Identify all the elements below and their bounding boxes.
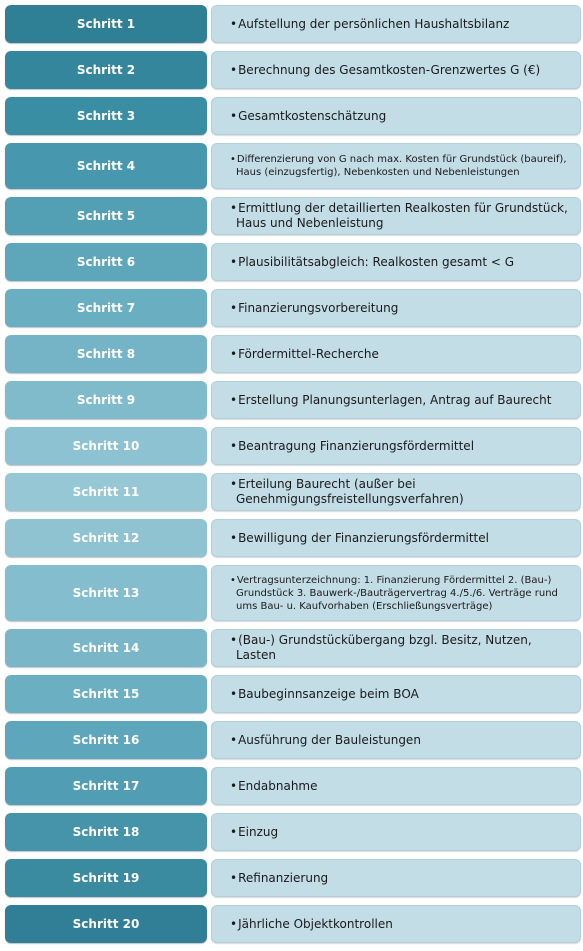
- step-description: [211, 767, 581, 805]
- step-description: [211, 629, 581, 667]
- step-description-text: • Finanzierungsvorbereitung: [236, 301, 398, 316]
- step-description-text: • Aufstellung der persönlichen Haushaltsbilanz: [236, 17, 509, 32]
- step-description-text: • Ausführung der Bauleistungen: [236, 733, 421, 748]
- step-label: Schritt 2: [5, 51, 207, 89]
- step-description: [211, 675, 581, 713]
- step-label: Schritt 18: [5, 813, 207, 851]
- step-row: [5, 813, 581, 851]
- step-label: Schritt 1: [5, 5, 207, 43]
- step-description: [211, 427, 581, 465]
- step-label: Schritt 14: [5, 629, 207, 667]
- step-row: [5, 519, 581, 557]
- step-row: [5, 143, 581, 189]
- step-description: [211, 335, 581, 373]
- step-description-text: • Einzug: [236, 825, 278, 840]
- step-description-text: • Vertragsunterzeichnung: 1. Finanzierung Fördermittel 2. (Bau-) Grundstück 3. Bauwerk-/Bauträgervertrag 4./5./6. Verträge rund ums Bau- u. Kaufvorhaben (Erschließungsverträge): [236, 574, 572, 613]
- step-description-text: • Beantragung Finanzierungsfördermittel: [236, 439, 474, 454]
- step-description: [211, 5, 581, 43]
- step-description: [211, 381, 581, 419]
- step-description: [211, 565, 581, 621]
- step-row: [5, 97, 581, 135]
- step-description-text: • Endabnahme: [236, 779, 318, 794]
- step-row: [5, 767, 581, 805]
- step-description: [211, 813, 581, 851]
- step-row: [5, 859, 581, 897]
- step-row: [5, 473, 581, 511]
- process-step-list: [5, 5, 581, 951]
- step-description: [211, 143, 581, 189]
- step-description-text: • Fördermittel-Recherche: [236, 347, 379, 362]
- step-row: [5, 289, 581, 327]
- step-row: [5, 565, 581, 621]
- step-description-text: • Refinanzierung: [236, 871, 328, 886]
- step-label: Schritt 3: [5, 97, 207, 135]
- step-row: [5, 5, 581, 43]
- step-row: [5, 335, 581, 373]
- step-label: Schritt 6: [5, 243, 207, 281]
- step-row: [5, 905, 581, 943]
- step-label: Schritt 11: [5, 473, 207, 511]
- step-label: Schritt 12: [5, 519, 207, 557]
- step-row: [5, 51, 581, 89]
- step-description-text: • Plausibilitätsabgleich: Realkosten gesamt < G: [236, 255, 514, 270]
- step-description-text: • Bewilligung der Finanzierungsfördermittel: [236, 531, 489, 546]
- step-description-text: • Ermittlung der detaillierten Realkosten für Grundstück, Haus und Nebenleistung: [236, 201, 572, 231]
- step-row: [5, 629, 581, 667]
- step-row: [5, 675, 581, 713]
- step-label: Schritt 20: [5, 905, 207, 943]
- step-description-text: • Differenzierung von G nach max. Kosten für Grundstück (baureif), Haus (einzugsfertig), Nebenkosten und Nebenleistungen: [236, 153, 572, 179]
- step-row: [5, 381, 581, 419]
- step-description: [211, 473, 581, 511]
- step-description: [211, 289, 581, 327]
- step-label: Schritt 5: [5, 197, 207, 235]
- step-row: [5, 427, 581, 465]
- step-description: [211, 905, 581, 943]
- step-description-text: • (Bau-) Grundstückübergang bzgl. Besitz, Nutzen, Lasten: [236, 633, 572, 663]
- step-description: [211, 859, 581, 897]
- step-label: Schritt 15: [5, 675, 207, 713]
- step-description-text: • Gesamtkostenschätzung: [236, 109, 386, 124]
- step-label: Schritt 4: [5, 143, 207, 189]
- step-row: [5, 243, 581, 281]
- step-description-text: • Erteilung Baurecht (außer bei Genehmigungsfreistellungsverfahren): [236, 477, 572, 507]
- step-description: [211, 97, 581, 135]
- step-label: Schritt 8: [5, 335, 207, 373]
- step-label: Schritt 10: [5, 427, 207, 465]
- step-description-text: • Berechnung des Gesamtkosten-Grenzwertes G (€): [236, 63, 540, 78]
- step-label: Schritt 7: [5, 289, 207, 327]
- step-description: [211, 243, 581, 281]
- step-description: [211, 197, 581, 235]
- step-description-text: • Baubeginnsanzeige beim BOA: [236, 687, 419, 702]
- step-description-text: • Jährliche Objektkontrollen: [236, 917, 393, 932]
- step-label: Schritt 13: [5, 565, 207, 621]
- step-label: Schritt 16: [5, 721, 207, 759]
- step-label: Schritt 19: [5, 859, 207, 897]
- step-description: [211, 721, 581, 759]
- step-label: Schritt 17: [5, 767, 207, 805]
- step-label: Schritt 9: [5, 381, 207, 419]
- step-row: [5, 197, 581, 235]
- step-description-text: • Erstellung Planungsunterlagen, Antrag auf Baurecht: [236, 393, 551, 408]
- step-description: [211, 519, 581, 557]
- step-description: [211, 51, 581, 89]
- step-row: [5, 721, 581, 759]
